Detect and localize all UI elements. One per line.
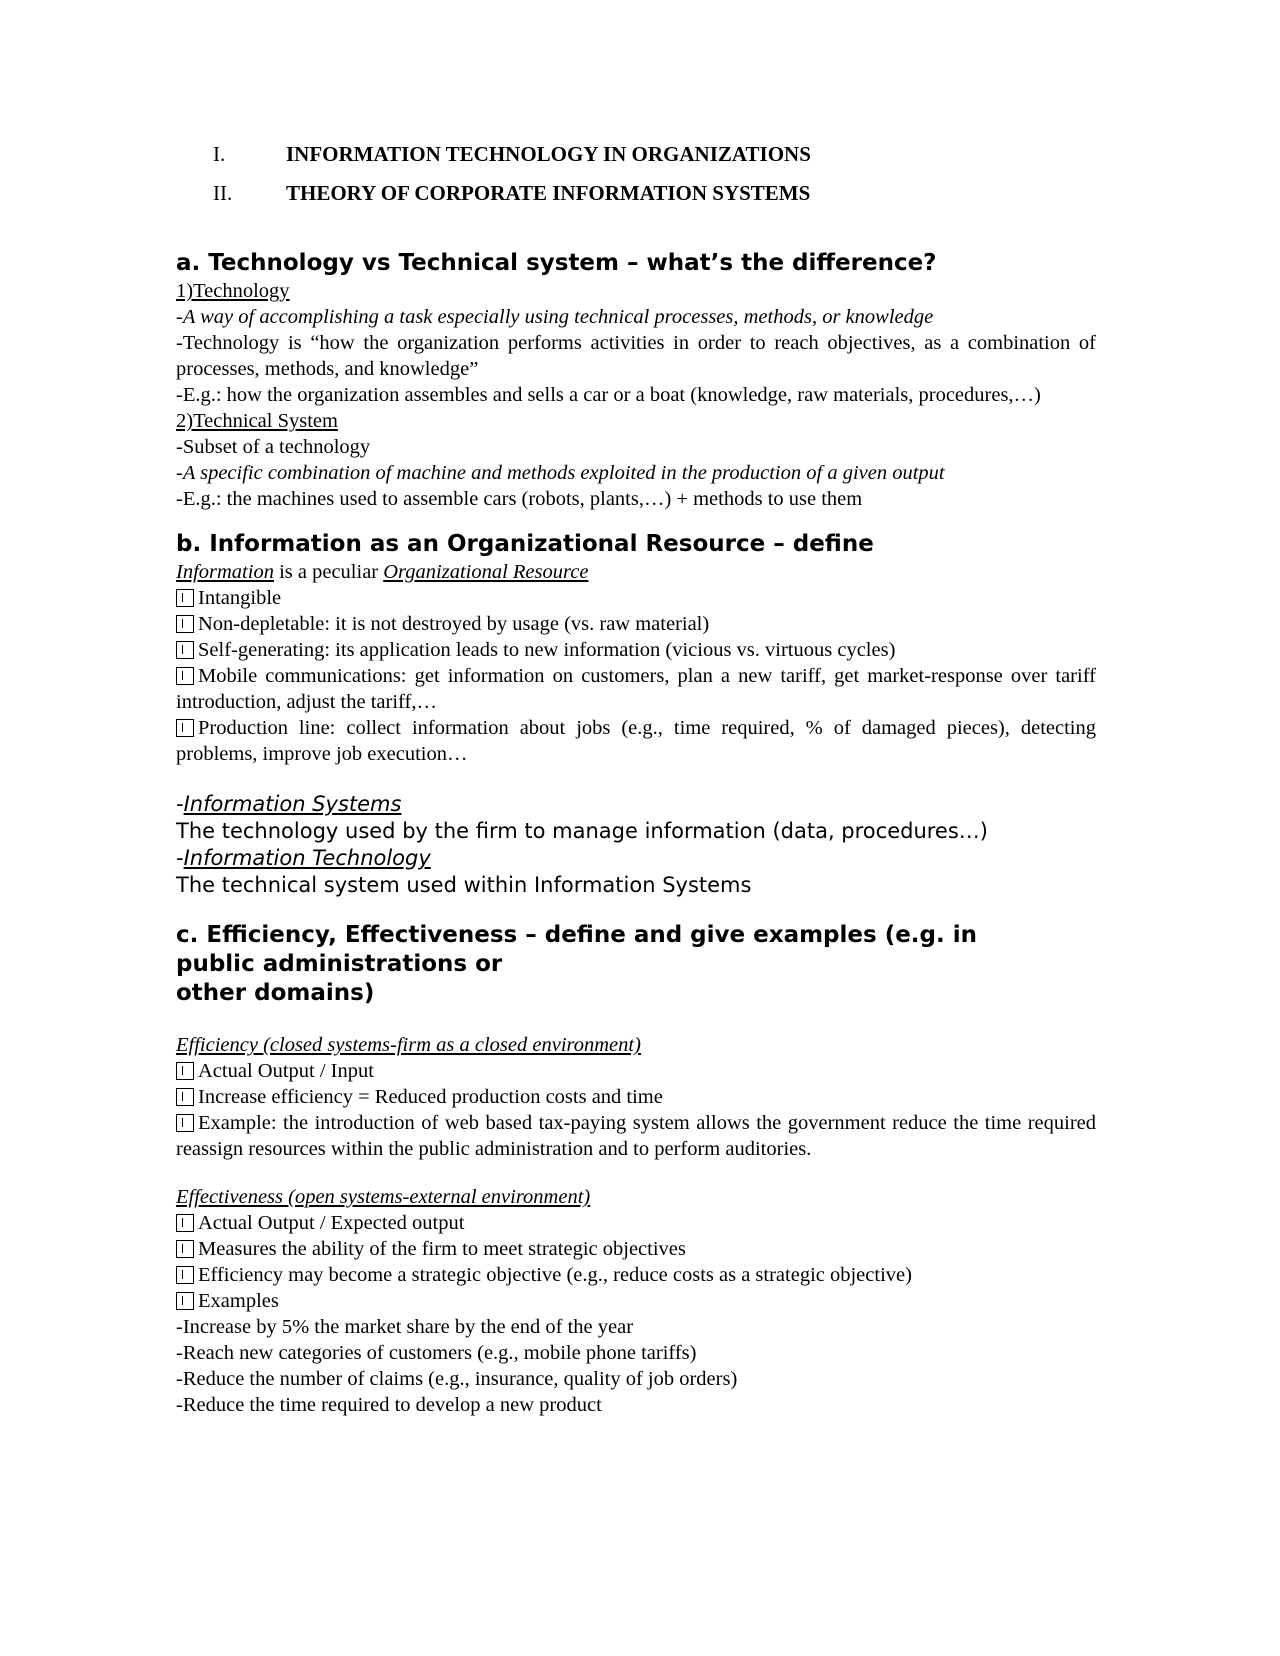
information-term: Information bbox=[176, 561, 274, 583]
list-item bbox=[176, 663, 1096, 715]
list-item bbox=[176, 1262, 1096, 1288]
information-technology-term: Information Technology bbox=[183, 846, 431, 870]
box-bullet-icon bbox=[176, 589, 194, 607]
technology-example: -E.g.: how the organization assembles and sells a car or a boat (knowledge, raw materials, procedures,…) bbox=[176, 384, 1041, 406]
toc-title: THEORY OF CORPORATE INFORMATION SYSTEMS bbox=[286, 181, 811, 205]
information-systems-term: Information Systems bbox=[183, 792, 402, 816]
section-a-heading: a. Technology vs Technical system – what’s the difference? bbox=[176, 250, 937, 276]
toc-number: II. bbox=[213, 181, 233, 205]
dash: - bbox=[176, 846, 184, 870]
list-item-text: Actual Output / Input bbox=[198, 1060, 374, 1082]
intro-connector: is a peculiar bbox=[273, 561, 384, 583]
information-technology-title bbox=[176, 845, 1096, 872]
list-item-text: Production line: collect information about jobs (e.g., time required, % of damaged pieces), detecting problems, improve job execution… bbox=[176, 717, 1096, 765]
information-systems-title bbox=[176, 791, 1096, 818]
technical-system-definition: -A specific combination of machine and methods exploited in the production of a given output bbox=[176, 462, 945, 484]
list-item-text: Intangible bbox=[198, 587, 282, 609]
example-item: -Reduce the time required to develop a new product bbox=[176, 1394, 602, 1416]
example-item: -Reach new categories of customers (e.g., mobile phone tariffs) bbox=[176, 1342, 697, 1364]
list-item bbox=[176, 1210, 1096, 1236]
box-bullet-icon bbox=[176, 1114, 194, 1132]
list-item bbox=[176, 1058, 1096, 1084]
toc-item-2 bbox=[176, 179, 1096, 207]
information-intro bbox=[176, 559, 1096, 585]
list-item bbox=[176, 637, 1096, 663]
list-item bbox=[176, 1236, 1096, 1262]
toc-item-1 bbox=[176, 140, 1096, 168]
box-bullet-icon bbox=[176, 667, 194, 685]
information-technology-definition: The technical system used within Information Systems bbox=[176, 873, 752, 897]
list-item-text: Examples bbox=[198, 1290, 279, 1312]
example-item: -Increase by 5% the market share by the end of the year bbox=[176, 1316, 634, 1338]
document-page bbox=[176, 140, 1096, 1418]
list-item bbox=[176, 585, 1096, 611]
list-item-text: Example: the introduction of web based tax-paying system allows the government reduce the time required reassign resources within the public administration and to perform auditories. bbox=[176, 1112, 1096, 1160]
dash: - bbox=[176, 792, 184, 816]
efficiency-title: Efficiency (closed systems-firm as a closed environment) bbox=[176, 1034, 641, 1056]
organizational-resource-term: Organizational Resource bbox=[383, 561, 589, 583]
box-bullet-icon bbox=[176, 615, 194, 633]
list-item bbox=[176, 1084, 1096, 1110]
box-bullet-icon bbox=[176, 1062, 194, 1080]
list-item-text: Efficiency may become a strategic objective (e.g., reduce costs as a strategic objective) bbox=[198, 1264, 912, 1286]
technology-definition: -A way of accomplishing a task especially using technical processes, methods, or knowledge bbox=[176, 306, 934, 328]
section-c-heading-line3: other domains) bbox=[176, 980, 375, 1006]
technology-title: 1)Technology bbox=[176, 280, 290, 302]
list-item bbox=[176, 611, 1096, 637]
information-systems-definition: The technology used by the firm to manage information (data, procedures…) bbox=[176, 819, 988, 843]
list-item bbox=[176, 1288, 1096, 1314]
box-bullet-icon bbox=[176, 1240, 194, 1258]
effectiveness-title: Effectiveness (open systems-external environment) bbox=[176, 1186, 591, 1208]
list-item-text: Increase efficiency = Reduced production costs and time bbox=[198, 1086, 663, 1108]
list-item-text: Measures the ability of the firm to meet strategic objectives bbox=[198, 1238, 686, 1260]
box-bullet-icon bbox=[176, 641, 194, 659]
box-bullet-icon bbox=[176, 1266, 194, 1284]
list-item-text: Actual Output / Expected output bbox=[198, 1212, 465, 1234]
technical-system-example: -E.g.: the machines used to assemble cars (robots, plants,…) + methods to use them bbox=[176, 488, 863, 510]
list-item-text: Non-depletable: it is not destroyed by usage (vs. raw material) bbox=[198, 613, 710, 635]
section-b-heading: b. Information as an Organizational Resource – define bbox=[176, 531, 874, 557]
list-item-text: Mobile communications: get information on customers, plan a new tariff, get market-response over tariff introduction, adjust the tariff,… bbox=[176, 665, 1096, 713]
list-item bbox=[176, 715, 1096, 767]
example-item: -Reduce the number of claims (e.g., insurance, quality of job orders) bbox=[176, 1368, 738, 1390]
technical-system-title: 2)Technical System bbox=[176, 410, 338, 432]
technical-system-subset: -Subset of a technology bbox=[176, 436, 371, 458]
list-item bbox=[176, 1110, 1096, 1162]
section-c-heading bbox=[176, 921, 1096, 1008]
list-item-text: Self-generating: its application leads to new information (vicious vs. virtuous cycles) bbox=[198, 639, 896, 661]
toc-number: I. bbox=[213, 142, 226, 166]
box-bullet-icon bbox=[176, 719, 194, 737]
section-c-heading-line2: public administrations or bbox=[176, 951, 503, 977]
technology-description: -Technology is “how the organization performs activities in order to reach objectives, as a combination of processes, methods, and knowledge” bbox=[176, 332, 1096, 380]
section-c-heading-line1: c. Efficiency, Effectiveness – define and give examples (e.g. in bbox=[176, 922, 978, 948]
toc-title: INFORMATION TECHNOLOGY IN ORGANIZATIONS bbox=[286, 142, 811, 166]
box-bullet-icon bbox=[176, 1088, 194, 1106]
box-bullet-icon bbox=[176, 1292, 194, 1310]
box-bullet-icon bbox=[176, 1214, 194, 1232]
